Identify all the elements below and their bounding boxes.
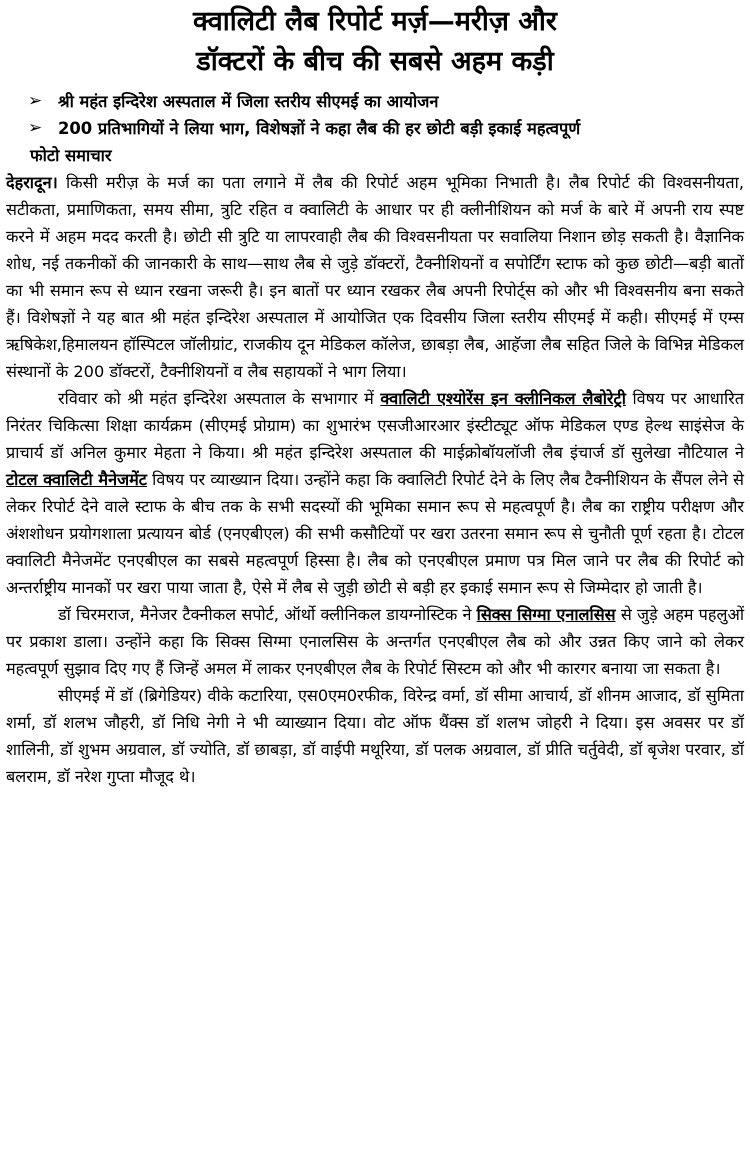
arrow-bullet-icon: ➢ (28, 118, 43, 138)
headline-line-1: क्वालिटी लैब रिपोर्ट मर्ज़—मरीज़ और (193, 6, 557, 37)
bullet-text: श्री महंत इन्दिरेश अस्पताल में जिला स्तरीय सीएमई का आयोजन (58, 92, 439, 111)
bullet-item (28, 88, 744, 115)
bullet-item (28, 115, 744, 142)
headline (6, 0, 744, 82)
paragraph-2 (6, 385, 744, 601)
paragraph-text: से जुड़े अहम पहलुओं पर प्रकाश डाला। उन्होंने कहा कि सिक्स सिग्मा एनालसिस के अन्तर्गत एनएबीएल लैब को और उन्नत किए जाने को लेकर महत्वपूर्ण सुझाव दिए गए हैं जिन्हें अमल में लाकर एनएबीएल लैब के रिपोर्ट सिस्टम को और भी कारगर बनाया जा सकता है। (6, 605, 744, 678)
bullet-text: 200 प्रतिभागियों ने लिया भाग, विशेषज्ञों ने कहा लैब की हर छोटी बड़ी इकाई महत्वपूर्ण (58, 119, 581, 138)
paragraph-text: किसी मरीज़ के मर्ज का पता लगाने में लैब की रिपोर्ट अहम भूमिका निभाती है। लैब रिपोर्ट की विश्वसनीयता, सटीकता, प्रमाणिकता, समय सीमा, त्रुटि रहित व क्वालिटी के आधार पर ही क्लीनीशियन को मर्ज के बारे में अपनी राय स्पष्ट करने में अहम मदद करती है। छोटी सी त्रुटि या लापरवाही लैब की विश्वसनीयता पर सवालिया निशान छोड़ सकती है। वैज्ञानिक शोध, नई तकनीकों की जानकारी के साथ—साथ लैब से जुड़े डॉक्टरों, टैक्नीशियनों व सपोर्टिंग स्टाफ को कुछ छोटी—बड़ी बातों का भी समान रूप से ध्यान रखना जरूरी है। इन बातों पर ध्यान रखकर लैब अपनी रिपोर्ट्स को और भी विश्वसनीय बना सकते हैं। विशेषज्ञों ने यह बात श्री महंत इन्दिरेश अस्पताल में आयोजित एक दिवसीय जिला स्तरीय सीएमई में कही। सीएमई में एम्स ऋषिकेश,हिमालयन हॉस्पिटल जॉलीग्रांट, राजकीय दून मेडिकल कॉलेज, छाबड़ा लैब, आहॅजा लैब सहित जिले के विभिन्न मेडिकल संस्थानों के 200 डॉक्टरों, टैक्नीशियनों व लैब सहायकों ने भाग लिया। (6, 173, 744, 381)
paragraph-text: डॉ चिरमराज, मैनेजर टैक्नीकल सपोर्ट, ऑर्थो क्लीनिकल डायग्नोस्टिक ने (58, 605, 477, 624)
paragraph-text: रविवार को श्री महंत इन्दिरेश अस्पताल के सभागार में (58, 389, 381, 408)
paragraph-text: सीएमई में डॉ (ब्रिगेडियर) वीके कटारिया, एस0एम0रफीक, विरेन्द्र वर्मा, डॉ सीमा आचार्य, डॉ शीनम आजाद, डॉ सुमिता शर्मा, डॉ शलभ जौहरी, डॉ निधि नेगी ने भी व्याख्यान दिया। वोट ऑफ थैंक्स डॉ शलभ जोहरी ने दिया। इस अवसर पर डॉ शालिनी, डॉ शुभम अग्रवाल, डॉ ज्योति, डॉ छाबड़ा, डॉ वाईपी मथूरिया, डॉ पलक अग्रवाल, डॉ प्रीति चर्तुवेदी, डॉ बृजेश परवार, डॉ बलराम, डॉ नरेश गुप्ता मौजूद थे। (6, 686, 744, 786)
paragraph-4 (6, 682, 744, 790)
topic-highlight: क्वालिटी एश्योरेंस इन क्लीनिकल लैबोरेट्री (380, 389, 626, 408)
headline-line-2: डॉक्टरों के बीच की सबसे अहम कड़ी (196, 46, 554, 77)
summary-bullets (28, 88, 744, 142)
dateline: देहरादून। (6, 173, 58, 192)
paragraph-text: विषय पर व्याख्यान दिया। उन्होंने कहा कि क्वालिटी रिपोर्ट देने के लिए लैब टैक्नीशियन के सैंपल लेने से लेकर रिपोर्ट देने वाले स्टाफ के बीच तक के सभी सदस्यों की भूमिका समान रूप से महत्वपूर्ण है। लैब का राष्ट्रीय परीक्षण और अंशशोधन प्रयोगशाला प्रत्यायन बोर्ड (एनएबीएल) की सभी कसौटियों पर खरा उतरना समान रूप से चुनौती पूर्ण रहता है। टोटल क्वालिटी मैनेजमेंट एनएबीएल का सबसे महत्वपूर्ण हिस्सा है। लैब को एनएबीएल प्रमाण पत्र मिल जाने पर लैब की रिपोर्ट को अन्तर्राष्ट्रीय मानकों पर खरा पाया जाता है, ऐसे में लैब से जुड़ी छोटी से बड़ी हर इकाई समान रूप से जिम्मेदार हो जाती है। (6, 470, 744, 597)
arrow-bullet-icon: ➢ (28, 91, 43, 111)
paragraph-1 (6, 169, 744, 385)
paragraph-3 (6, 601, 744, 682)
topic-highlight: सिक्स सिग्मा एनालसिस (476, 605, 616, 624)
paragraph-text: विषय पर आधारित निरंतर चिकित्सा शिक्षा कार्यक्रम (सीएमई प्रोग्राम) का शुभारंभ एसजीआरआर इंस्टीट्यूट ऑफ मेडिकल एण्ड हेल्थ साइंसेज के प्राचार्य डॉ अनिल कुमार मेहता ने किया। श्री महंत इन्दिरेश अस्पताल की माईक्रोबॉयलॉजी लैब इंचार्ज डॉ सुलेखा नौटियाल ने (6, 389, 744, 462)
article-body (6, 169, 744, 790)
topic-highlight: टोटल क्वालिटी मैनेजमेंट (6, 470, 147, 489)
photo-news-label: फोटो समाचार (30, 146, 112, 165)
